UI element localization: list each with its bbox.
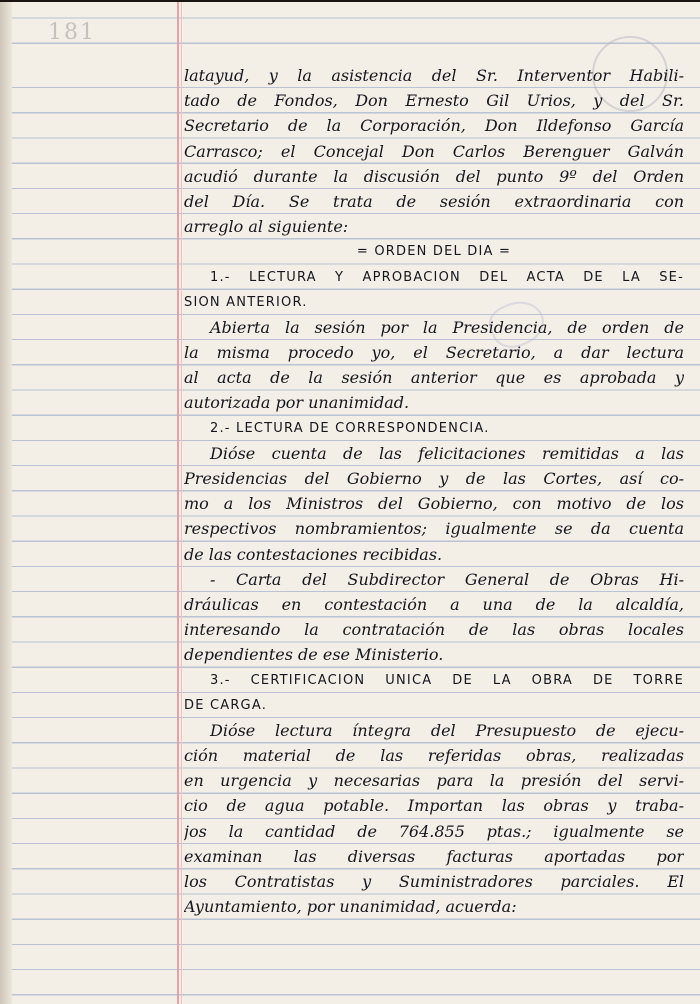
text-line: latayud, y la asistencia del Sr. Interventor Habili-	[184, 66, 684, 85]
text-line: del Día. Se trata de sesión extraordinaria con	[184, 191, 684, 211]
text-line: Carrasco; el Concejal Don Carlos Berenguer Galván	[184, 141, 684, 161]
text-line: Dióse lectura íntegra del Presupuesto de ejecu-	[210, 720, 684, 740]
page-binding	[0, 2, 12, 1004]
section-heading: 1.- LECTURA Y APROBACION DEL ACTA DE LA SE-	[210, 269, 684, 285]
text-line: Abierta la sesión por la Presidencia, de orden de	[210, 317, 684, 337]
text-line: la misma procedo yo, el Secretario, a dar lectura	[184, 343, 684, 363]
text-line: ción material de las referidas obras, realizadas	[184, 746, 684, 766]
text-line: de las contestaciones recibidas.	[184, 544, 443, 564]
text-line: Secretario de la Corporación, Don Ildefonso García	[184, 116, 684, 136]
handwritten-text	[184, 63, 684, 919]
text-line: dráulicas en contestación a una de la alcaldía,	[184, 594, 684, 614]
text-line: Presidencias del Gobierno y de las Cortes, así co-	[184, 469, 684, 488]
agenda-heading: = ORDEN DEL DIA =	[356, 244, 512, 260]
notebook-page	[0, 2, 700, 1004]
text-line: al acta de la sesión anterior que es aprobada y	[184, 368, 684, 388]
text-line: interesando la contratación de las obras locales	[184, 620, 684, 640]
section-heading: DE CARGA.	[184, 697, 268, 713]
margin-line	[177, 2, 179, 1004]
text-line: en urgencia y necesarias para la presión del servi-	[184, 771, 684, 791]
text-line: Dióse cuenta de las felicitaciones remitidas a las	[210, 443, 684, 463]
text-line: los Contratistas y Suministradores parciales. El	[184, 872, 684, 891]
section-heading: 2.- LECTURA DE CORRESPONDENCIA.	[210, 420, 490, 436]
text-line: cio de agua potable. Importan las obras y traba-	[184, 796, 684, 816]
page-number: 181	[48, 20, 96, 45]
text-line: acudió durante la discusión del punto 9º del Orden	[184, 166, 684, 186]
text-line: jos la cantidad de 764.855 ptas.; igualmente se	[184, 821, 684, 841]
text-line: respectivos nombramientos; igualmente se da cuenta	[184, 519, 684, 539]
text-line: mo a los Ministros del Gobierno, con motivo de los	[184, 494, 684, 514]
text-line: examinan las diversas facturas aportadas por	[184, 846, 684, 866]
section-heading: 3.- CERTIFICACION UNICA DE LA OBRA DE TORRE	[210, 672, 684, 688]
text-line: tado de Fondos, Don Ernesto Gil Urios, y del Sr.	[184, 91, 684, 111]
margin-line-secondary	[181, 2, 182, 1004]
text-line: dependientes de ese Ministerio.	[184, 645, 444, 665]
text-line: arreglo al siguiente:	[184, 217, 349, 237]
text-line: Ayuntamiento, por unanimidad, acuerda:	[184, 897, 517, 917]
section-heading: SION ANTERIOR.	[184, 294, 308, 310]
text-line: - Carta del Subdirector General de Obras Hi-	[210, 569, 684, 589]
text-line: autorizada por unanimidad.	[184, 393, 410, 413]
